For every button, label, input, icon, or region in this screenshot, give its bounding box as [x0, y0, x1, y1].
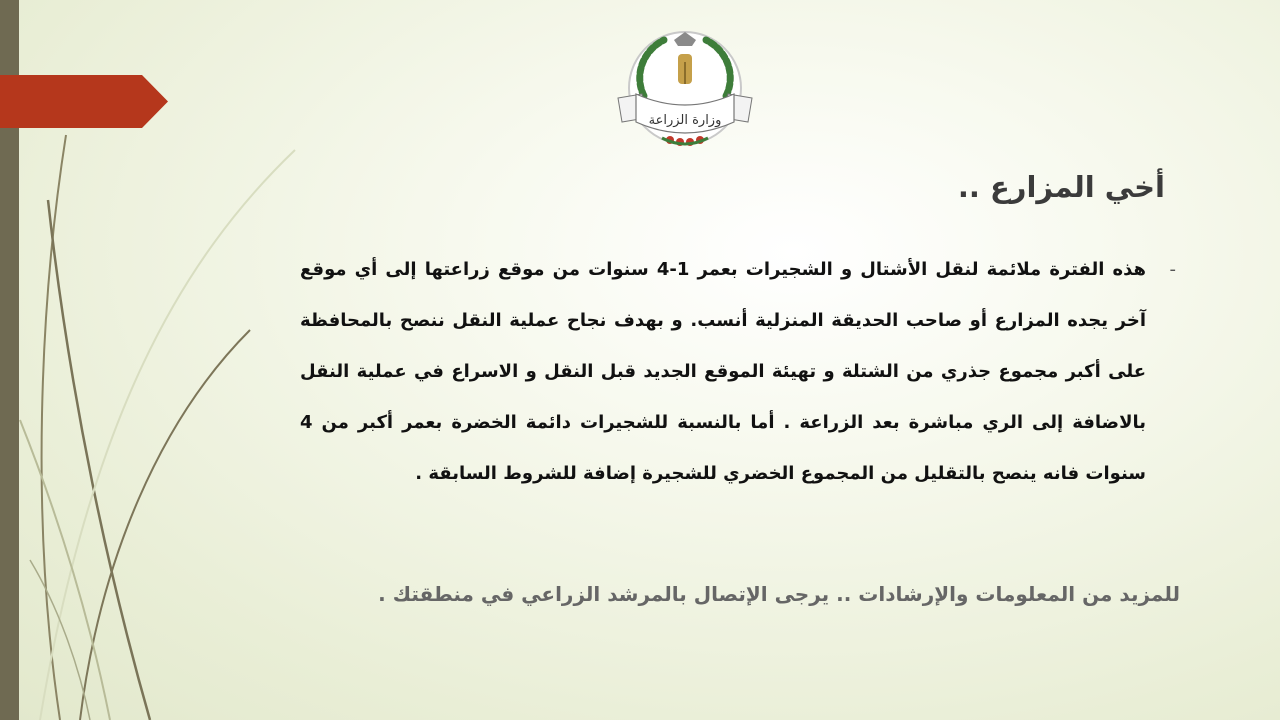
slide-title: أخي المزارع ..	[957, 170, 1165, 204]
footer-note: للمزيد من المعلومات والإرشادات .. يرجى الإتصال بالمرشد الزراعي في منطقتك .	[378, 582, 1180, 606]
ministry-emblem	[612, 26, 758, 152]
list-item	[300, 244, 1176, 499]
bullet-marker: -	[1169, 259, 1176, 280]
emblem-label: وزارة الزراعة	[648, 113, 722, 128]
arrow-tab	[0, 75, 168, 128]
body-text: هذه الفترة ملائمة لنقل الأشتال و الشجيرات بعمر 1-4 سنوات من موقع زراعتها إلى أي موقع آخر يجده المزارع أو صاحب الحديقة المنزلية أنسب. و بهدف نجاح عملية النقل ننصح بالمحافظة على أكبر مجموع جذري من الشتلة و تهيئة الموقع الجديد قبل النقل و الاسراع في عملية النقل بالاضافة إلى الري مباشرة بعد الزراعة . أما بالنسبة للشجيرات دائمة الخضرة بعمر أكبر من 4 سنوات فانه ينصح بالتقليل من المجموع الخضري للشجيرة إضافة للشروط السابقة .	[300, 259, 1147, 484]
body-list	[300, 244, 1176, 499]
